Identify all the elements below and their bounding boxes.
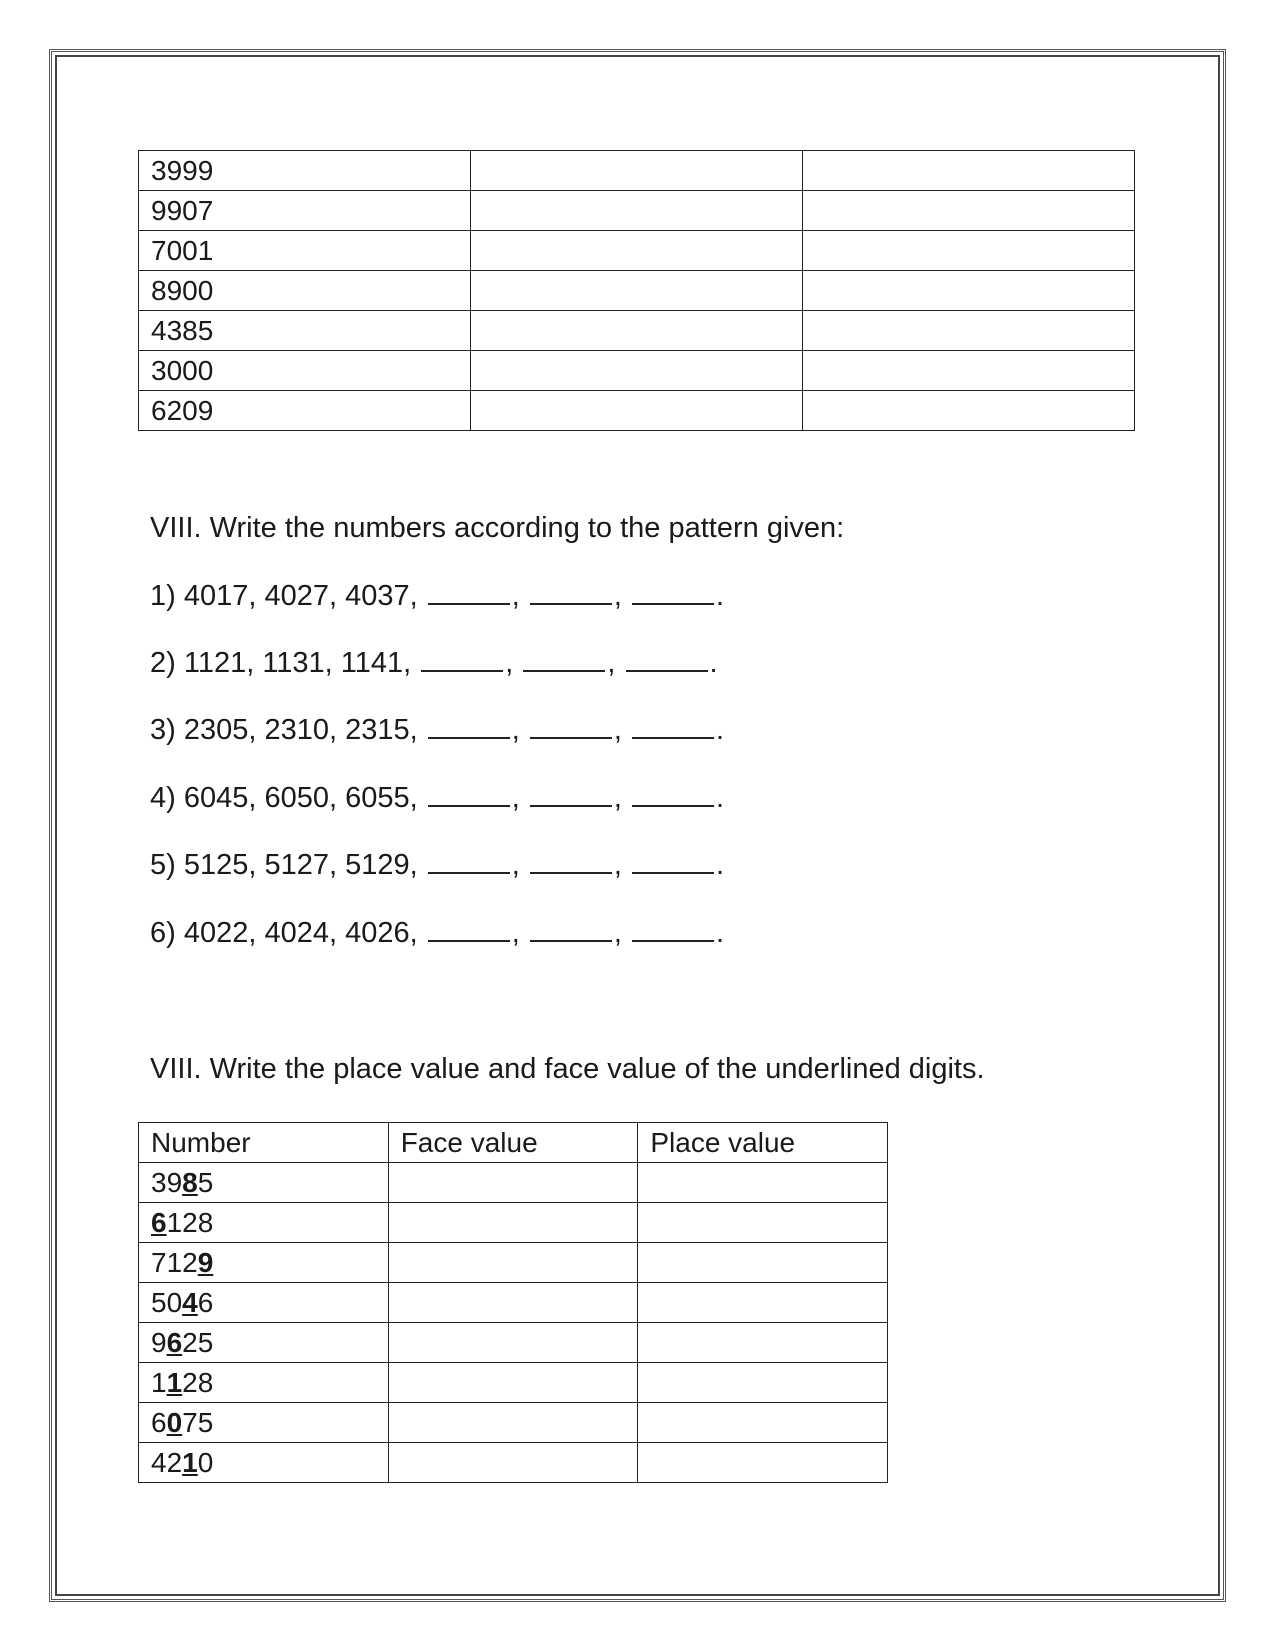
pattern-item: 1) 4017, 4027, 4037, , , . <box>150 580 725 612</box>
answer-blank[interactable] <box>428 850 510 874</box>
underlined-digit: 1 <box>166 1366 183 1398</box>
answer-blank[interactable] <box>421 648 503 672</box>
table-header-row <box>139 1123 888 1163</box>
number-cell: 4385 <box>139 311 471 351</box>
digits-before: 42 <box>151 1446 183 1478</box>
answer-cell[interactable] <box>803 231 1135 271</box>
number-cell <box>139 1203 389 1243</box>
answer-blank[interactable] <box>530 581 612 605</box>
face-value-cell[interactable] <box>388 1363 638 1403</box>
place-value-cell[interactable] <box>638 1443 888 1483</box>
answer-cell[interactable] <box>803 271 1135 311</box>
number-cell: 9907 <box>139 191 471 231</box>
table-row <box>139 1283 888 1323</box>
face-value-cell[interactable] <box>388 1203 638 1243</box>
underlined-digit: 6 <box>166 1326 183 1358</box>
place-value-cell[interactable] <box>638 1403 888 1443</box>
digits-after: 0 <box>197 1446 214 1478</box>
face-value-cell[interactable] <box>388 1163 638 1203</box>
number-cell: 8900 <box>139 271 471 311</box>
underlined-digit: 8 <box>182 1166 198 1198</box>
number-cell <box>139 1443 389 1483</box>
answer-blank[interactable] <box>632 918 714 942</box>
answer-cell[interactable] <box>471 231 803 271</box>
table-row <box>139 231 1135 271</box>
number-cell: 3999 <box>139 151 471 191</box>
digits-before: 1 <box>151 1366 167 1398</box>
underlined-digit: 6 <box>151 1206 167 1238</box>
number-cell: 7001 <box>139 231 471 271</box>
answer-blank[interactable] <box>530 783 612 807</box>
table-row <box>139 1323 888 1363</box>
place-value-table <box>138 1122 888 1483</box>
pattern-text: 6) 4022, 4024, 4026, <box>150 917 418 949</box>
table-row <box>139 151 1135 191</box>
pattern-item: 4) 6045, 6050, 6055, , , . <box>150 782 725 814</box>
pattern-item: 6) 4022, 4024, 4026, , , . <box>150 917 725 949</box>
digits-after: 6 <box>197 1286 214 1318</box>
answer-blank[interactable] <box>428 918 510 942</box>
place-value-cell[interactable] <box>638 1323 888 1363</box>
answer-blank[interactable] <box>632 850 714 874</box>
face-value-cell[interactable] <box>388 1443 638 1483</box>
number-cell <box>139 1403 389 1443</box>
table-row <box>139 1203 888 1243</box>
number-cell: 3000 <box>139 351 471 391</box>
table-row <box>139 1403 888 1443</box>
digits-after: 28 <box>182 1366 214 1398</box>
digits-after: 5 <box>197 1166 214 1198</box>
header-place-value: Place value <box>638 1123 888 1163</box>
place-value-cell[interactable] <box>638 1203 888 1243</box>
answer-cell[interactable] <box>471 311 803 351</box>
answer-blank[interactable] <box>530 918 612 942</box>
answer-cell[interactable] <box>471 351 803 391</box>
underlined-digit: 9 <box>197 1246 214 1278</box>
table-row <box>139 1163 888 1203</box>
pattern-text: 5) 5125, 5127, 5129, <box>150 849 418 881</box>
pattern-item: 3) 2305, 2310, 2315, , , . <box>150 714 725 746</box>
pattern-item: 2) 1121, 1131, 1141, , , . <box>150 647 718 679</box>
table-row <box>139 191 1135 231</box>
digits-before: 50 <box>151 1286 183 1318</box>
digits-before: 39 <box>151 1166 183 1198</box>
place-value-cell[interactable] <box>638 1243 888 1283</box>
header-number: Number <box>139 1123 389 1163</box>
answer-blank[interactable] <box>428 581 510 605</box>
place-value-cell[interactable] <box>638 1363 888 1403</box>
answer-cell[interactable] <box>803 151 1135 191</box>
table-row <box>139 311 1135 351</box>
answer-cell[interactable] <box>471 191 803 231</box>
table-row <box>139 351 1135 391</box>
pattern-text: 4) 6045, 6050, 6055, <box>150 782 418 814</box>
number-cell: 6209 <box>139 391 471 431</box>
number-cell <box>139 1163 389 1203</box>
underlined-digit: 0 <box>166 1406 183 1438</box>
answer-blank[interactable] <box>428 783 510 807</box>
answer-cell[interactable] <box>803 391 1135 431</box>
face-value-cell[interactable] <box>388 1403 638 1443</box>
digits-after: 128 <box>166 1206 214 1238</box>
number-cell <box>139 1363 389 1403</box>
table-row <box>139 271 1135 311</box>
answer-blank[interactable] <box>626 648 708 672</box>
pattern-text: 3) 2305, 2310, 2315, <box>150 714 418 746</box>
answer-cell[interactable] <box>471 151 803 191</box>
pattern-item: 5) 5125, 5127, 5129, , , . <box>150 849 725 881</box>
numbers-table <box>138 150 1135 431</box>
answer-blank[interactable] <box>632 581 714 605</box>
answer-blank[interactable] <box>632 783 714 807</box>
face-value-cell[interactable] <box>388 1243 638 1283</box>
pattern-text: 2) 1121, 1131, 1141, <box>150 647 412 679</box>
digits-before: 9 <box>151 1326 167 1358</box>
digits-before: 6 <box>151 1406 167 1438</box>
digits-after: 75 <box>182 1406 214 1438</box>
answer-cell[interactable] <box>803 191 1135 231</box>
answer-blank[interactable] <box>428 715 510 739</box>
answer-blank[interactable] <box>530 850 612 874</box>
place-value-heading: VIII. Write the place value and face value of the underlined digits. <box>150 1053 985 1085</box>
answer-blank[interactable] <box>523 648 605 672</box>
face-value-cell[interactable] <box>388 1283 638 1323</box>
pattern-heading: VIII. Write the numbers according to the pattern given: <box>150 512 845 544</box>
number-cell <box>139 1243 389 1283</box>
table-row <box>139 1243 888 1283</box>
pattern-text: 1) 4017, 4027, 4037, <box>150 580 418 612</box>
digits-after: 25 <box>182 1326 214 1358</box>
table-row <box>139 1363 888 1403</box>
answer-cell[interactable] <box>471 391 803 431</box>
underlined-digit: 4 <box>182 1286 198 1318</box>
header-face-value: Face value <box>388 1123 638 1163</box>
answer-blank[interactable] <box>530 715 612 739</box>
answer-blank[interactable] <box>632 715 714 739</box>
answer-cell[interactable] <box>803 351 1135 391</box>
number-cell <box>139 1323 389 1363</box>
digits-before: 712 <box>151 1246 198 1278</box>
answer-cell[interactable] <box>471 271 803 311</box>
face-value-cell[interactable] <box>388 1323 638 1363</box>
number-cell <box>139 1283 389 1323</box>
answer-cell[interactable] <box>803 311 1135 351</box>
table-row <box>139 391 1135 431</box>
place-value-cell[interactable] <box>638 1283 888 1323</box>
place-value-cell[interactable] <box>638 1163 888 1203</box>
table-row <box>139 1443 888 1483</box>
underlined-digit: 1 <box>182 1446 198 1478</box>
